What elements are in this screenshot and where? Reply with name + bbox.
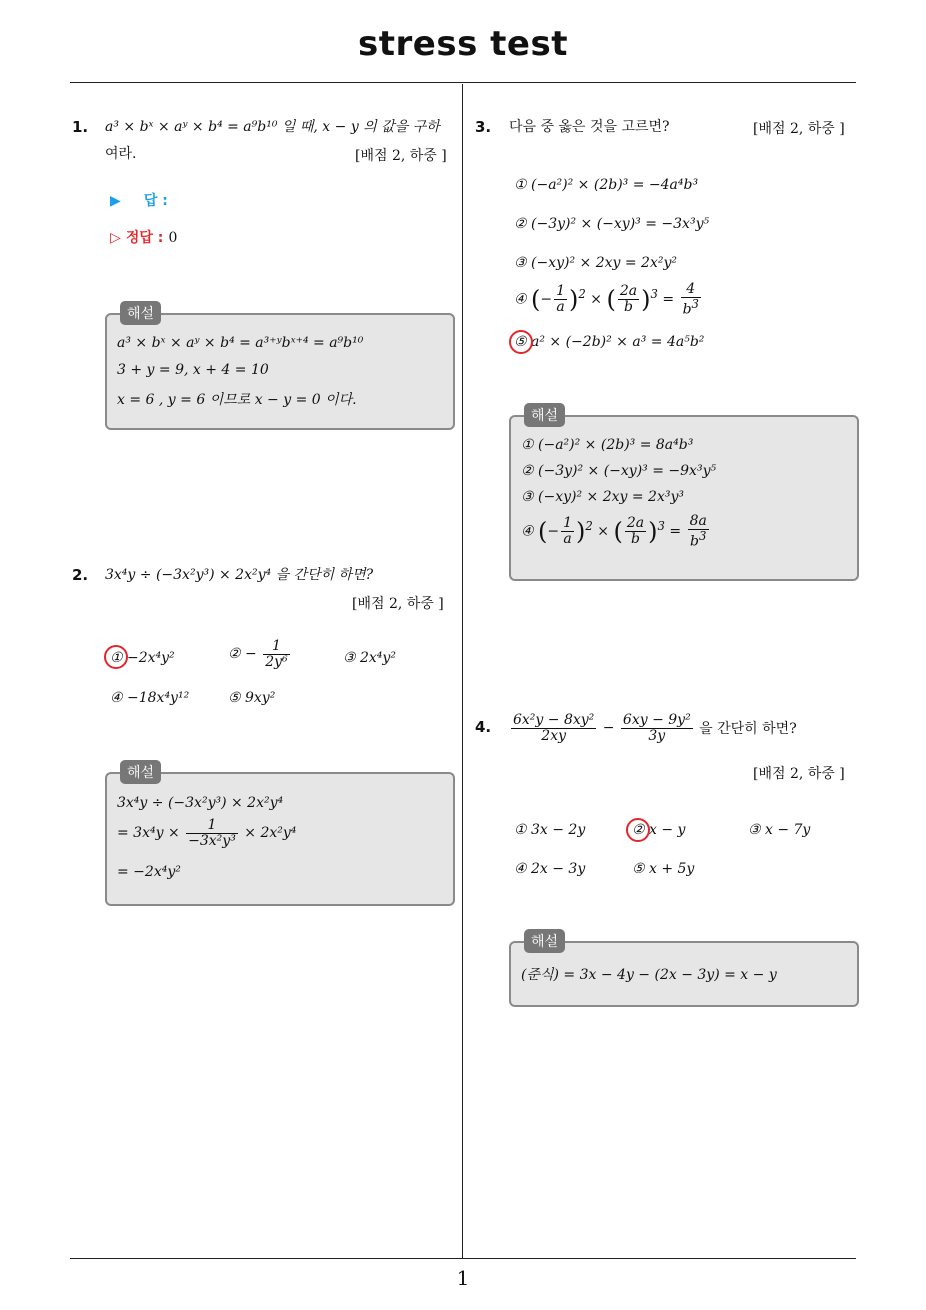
- q1-exp-line2: 3 + y = 9, x + 4 = 10: [117, 362, 269, 378]
- q3-exp-line3: ③ (−xy)² × 2xy = 2x³y³: [521, 489, 684, 505]
- q2-exp-frac-num: 1: [186, 818, 238, 834]
- page-title: stress test: [358, 24, 568, 64]
- q2-option-1[interactable]: ① −2x⁴y²: [110, 650, 175, 666]
- q4-text: 을 간단히 하면?: [699, 721, 797, 738]
- q2-option-2-fraction: [263, 639, 289, 669]
- q4-option-2[interactable]: ② x − y: [632, 822, 686, 838]
- q3-score: [배점 2, 하중 ]: [753, 121, 845, 137]
- q2-score: [배점 2, 하중 ]: [352, 596, 444, 612]
- play-icon: ▶: [110, 193, 121, 209]
- q1-correct-label: 정답 :: [125, 230, 164, 246]
- q2-explanation-tag: 해설: [120, 760, 161, 784]
- q1-answer-label: 답 :: [143, 193, 168, 209]
- q3-text: 다음 중 옳은 것을 고르면?: [509, 119, 670, 135]
- q2-number: 2.: [72, 566, 89, 584]
- q4-exp-line1: (준식) = 3x − 4y − (2x − 3y) = x − y: [521, 967, 777, 983]
- q4-expression: $\frac{\text{6x²y − 8xy²}}{2xy}$ − $\frac{\text{6xy − 9y²}}{3y}$ 을 간단히 하면?: [513, 712, 797, 744]
- q2-option-5[interactable]: ⑤ 9xy²: [228, 690, 276, 706]
- q2-option-3[interactable]: ③ 2x⁴y²: [343, 650, 396, 666]
- q2-exp-line2-post: × 2x²y⁴: [244, 825, 297, 842]
- q2-option-2-den: 2y⁶: [265, 653, 288, 670]
- q4-explanation-tag: 해설: [524, 929, 565, 953]
- q1-text-line1: a³ × bˣ × aʸ × b⁴ = a⁹b¹⁰ 일 때, x − y 의 값을 구하: [105, 119, 440, 135]
- q2-option-4[interactable]: ④ −18x⁴y¹²: [110, 690, 190, 706]
- q1-exp-line3: x = 6 , y = 6 이므로 x − y = 0 이다.: [117, 392, 357, 408]
- q3-explanation-tag: 해설: [524, 403, 565, 427]
- q2-exp-line3: = −2x⁴y²: [117, 864, 181, 880]
- q1-correct-value: 0: [168, 230, 178, 246]
- q2-text: 3x⁴y ÷ (−3x²y³) × 2x²y⁴ 을 간단히 하면?: [105, 567, 374, 583]
- q3-option-4[interactable]: ④ (− $\frac{1}{a}$ )$^2$ × ( $\frac{2a}{b}$ )$^3$ = $\frac{4}{b^3}$: [514, 281, 699, 318]
- q3-answer-circle: [509, 330, 533, 354]
- q3-exp-line2: ② (−3y)² × (−xy)³ = −9x³y⁵: [521, 463, 717, 479]
- q1-explanation-tag: 해설: [120, 301, 161, 325]
- q4-f1-den: 2xy: [541, 727, 566, 744]
- q2-option-2[interactable]: [228, 639, 292, 669]
- q1-answer-row: [110, 190, 168, 210]
- q3-option-4-label: ④: [514, 291, 527, 308]
- q4-option-3[interactable]: ③ x − 7y: [748, 822, 811, 838]
- q1-text-line2: 여라.: [105, 146, 137, 162]
- q4-f2-den: 3y: [648, 727, 666, 744]
- triangle-outline-icon: ▷: [110, 230, 121, 246]
- q3-exp-line4-label: ④: [521, 523, 534, 540]
- q4-option-1[interactable]: ① 3x − 2y: [514, 822, 586, 838]
- q3-option-2[interactable]: ② (−3y)² × (−xy)³ = −3x³y⁵: [514, 216, 710, 232]
- q4-answer-circle: [626, 818, 650, 842]
- q1-score: [배점 2, 하중 ]: [355, 148, 447, 164]
- q4-fraction-2: [621, 713, 693, 743]
- q4-f2-num: 6xy − 9y²: [622, 712, 691, 728]
- q2-exp-line2: [117, 818, 296, 848]
- q3-option-5[interactable]: ⑤ a² × (−2b)² × a³ = 4a⁵b²: [514, 334, 705, 350]
- column-divider: [462, 84, 463, 1258]
- q2-answer-circle: [104, 645, 128, 669]
- q3-exp-line1: ① (−a²)² × (2b)³ = 8a⁴b³: [521, 437, 694, 453]
- q3-exp-line4: ④ (− $\frac{1}{a}$ )$^2$ × ( $\frac{2a}{b}$ )$^3$ = $\frac{8a}{b^3}$: [521, 513, 707, 550]
- q2-exp-frac-den: −3x²y³: [188, 832, 236, 849]
- q3-number: 3.: [475, 118, 492, 136]
- q1-number: 1.: [72, 118, 89, 136]
- footer-divider: [70, 1258, 856, 1259]
- q4-score: [배점 2, 하중 ]: [753, 766, 845, 782]
- q4-option-4[interactable]: ④ 2x − 3y: [514, 861, 586, 877]
- q3-option-1[interactable]: ① (−a²)² × (2b)³ = −4a⁴b³: [514, 177, 699, 193]
- q4-option-5[interactable]: ⑤ x + 5y: [632, 861, 695, 877]
- q1-exp-line1: a³ × bˣ × aʸ × b⁴ = a³⁺ʸbˣ⁺⁴ = a⁹b¹⁰: [117, 335, 364, 351]
- q2-exp-line1: 3x⁴y ÷ (−3x²y³) × 2x²y⁴: [117, 795, 284, 811]
- q3-option-3[interactable]: ③ (−xy)² × 2xy = 2x²y²: [514, 255, 677, 271]
- q2-exp-fraction: [186, 818, 238, 848]
- q2-option-2-prefix: ② −: [228, 646, 257, 663]
- q4-fraction-1: [511, 713, 596, 743]
- q2-option-2-num: 1: [263, 639, 289, 655]
- q1-correct-row: [110, 227, 177, 247]
- q4-number: 4.: [475, 718, 492, 736]
- page-number: 1: [456, 1266, 470, 1290]
- q4-f1-num: 6x²y − 8xy²: [513, 712, 595, 728]
- header-divider: [70, 82, 856, 83]
- q2-exp-line2-pre: = 3x⁴y ×: [117, 825, 180, 842]
